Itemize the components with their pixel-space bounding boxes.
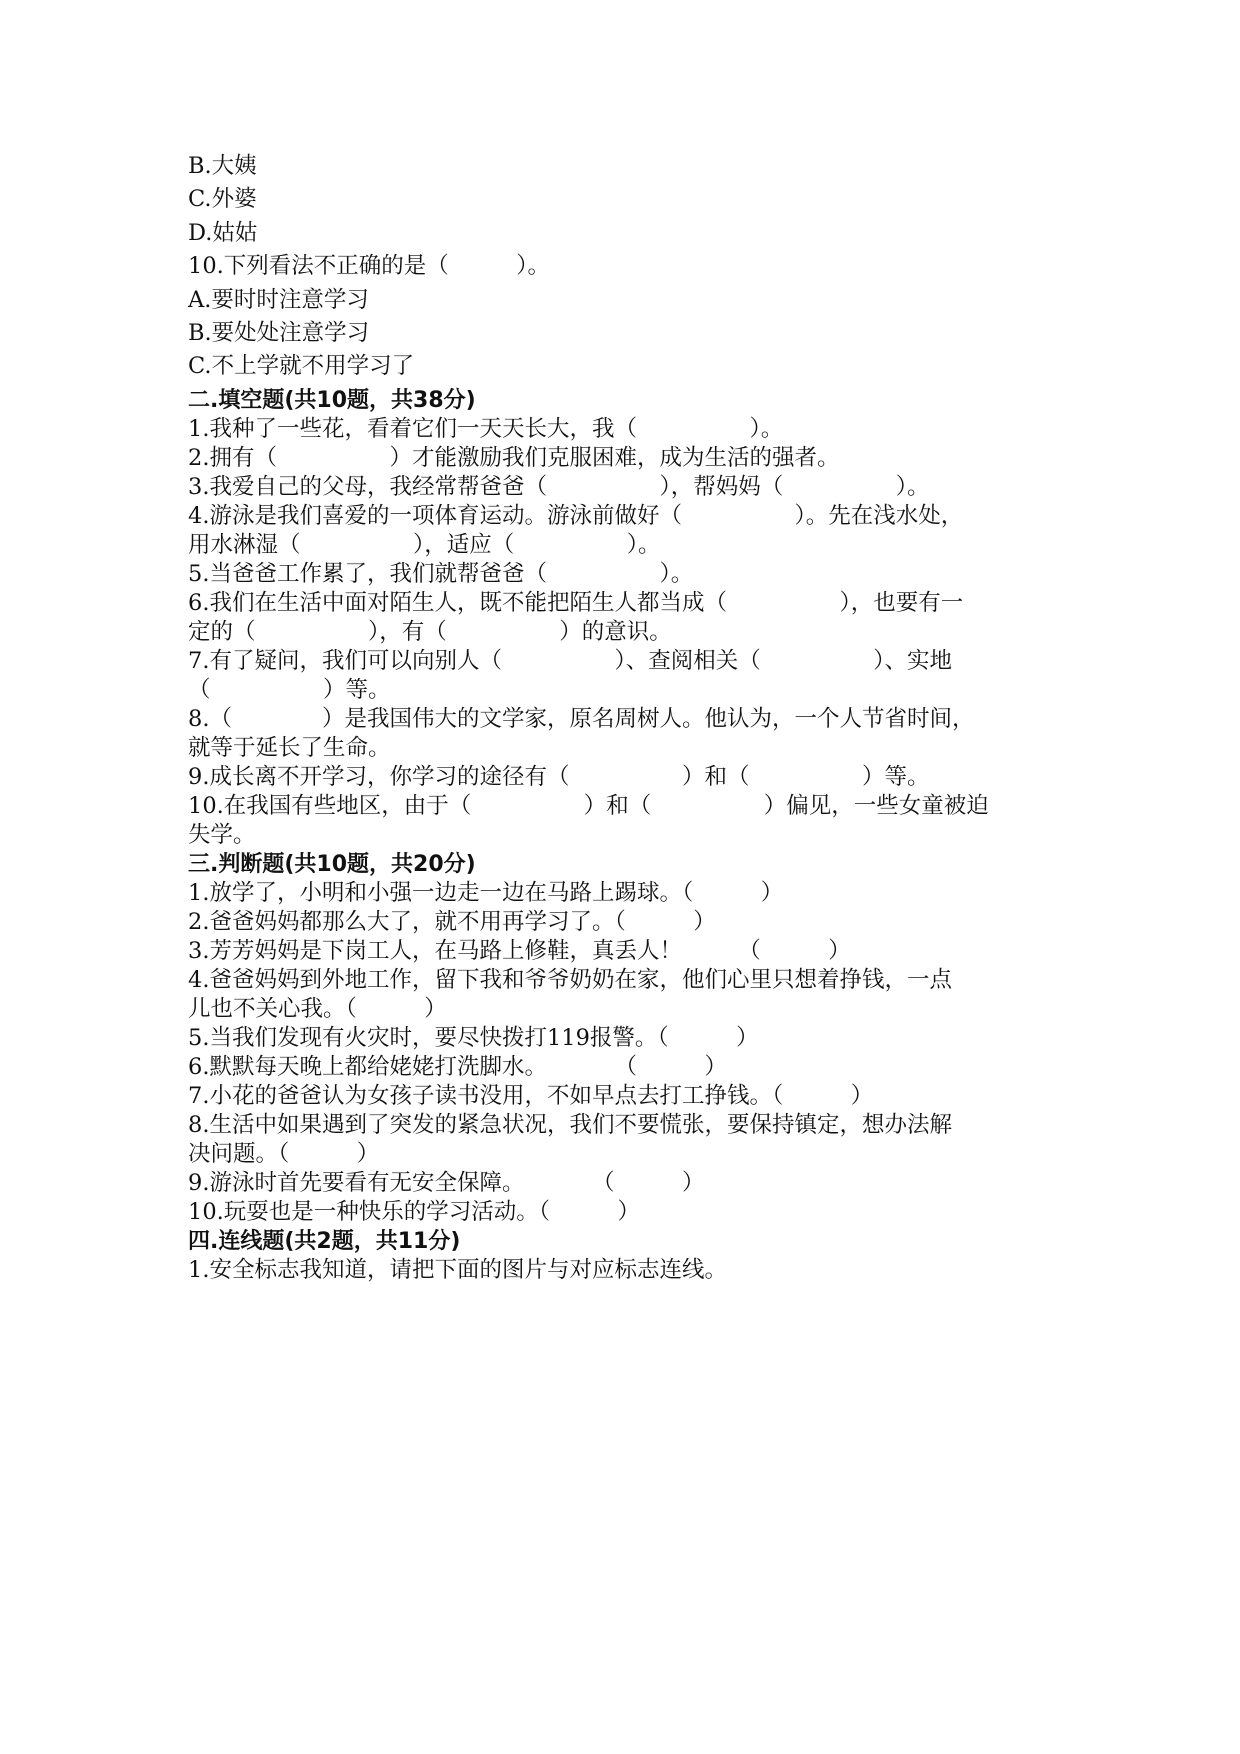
question-text: 4.爸爸妈妈到外地工作，留下我和爷爷奶奶在家，他们心里只想着挣钱，一点: [188, 966, 952, 993]
question-item: [188, 444, 1068, 473]
section-heading: 三.判断题(共10题，共20分): [188, 851, 476, 877]
question-text: 8.生活中如果遇到了突发的紧急状况，我们不要慌张，要保持镇定，想办法解: [188, 1111, 952, 1138]
question-item: [188, 705, 1068, 763]
question-text: 5.当爸爸工作累了，我们就帮爸爸（ ）。: [188, 560, 694, 587]
question-text: 7.有了疑问，我们可以向别人（ ）、查阅相关（ ）、实地: [188, 647, 952, 674]
question-text: 1.我种了一些花，看着它们一天天长大，我（ ）。: [188, 415, 784, 442]
question-item: [188, 937, 1068, 966]
question-item: [188, 1256, 1068, 1285]
question-text-continued: 定的（ ），有（ ）的意识。: [188, 618, 672, 645]
question-item: [188, 1082, 1068, 1111]
section-heading: 四.连线题(共2题，共11分): [188, 1228, 461, 1254]
question-text: 9.游泳时首先要看有无安全保障。 （ ）: [188, 1169, 705, 1196]
question-text-continued: 用水淋湿（ ），适应（ ）。: [188, 531, 661, 558]
question-item: [188, 1053, 1068, 1082]
question-text: 10.在我国有些地区，由于（ ）和（ ）偏见，一些女童被迫: [188, 792, 989, 819]
section-matching: [188, 1227, 1068, 1285]
question-text-continued: 失学。: [188, 821, 256, 848]
question-item: [188, 647, 1068, 705]
question-text: 1.放学了，小明和小强一边走一边在马路上踢球。（ ）: [188, 879, 784, 906]
question-text: 5.当我们发现有火灾时，要尽快拨打119报警。（ ）: [188, 1024, 759, 1051]
question-text: 3.我爱自己的父母，我经常帮爸爸（ ），帮妈妈（ ）。: [188, 473, 930, 500]
question-text: 10.玩耍也是一种快乐的学习活动。（ ）: [188, 1198, 641, 1225]
question-item: [188, 1169, 1068, 1198]
question-item: [188, 763, 1068, 792]
option-d: D.姑姑: [188, 219, 258, 246]
previous-question-options: [188, 152, 1068, 248]
question-text-continued: （ ）等。: [188, 676, 391, 703]
section-true-false: [188, 850, 1068, 1227]
question-text: 2.拥有（ ）才能激励我们克服困难，成为生活的强者。: [188, 444, 840, 471]
option-c: C.外婆: [188, 186, 257, 213]
worksheet-page: [188, 152, 1068, 1285]
section-fill-in-blank: [188, 386, 1068, 850]
question-item: [188, 560, 1068, 589]
question-item: [188, 1024, 1068, 1053]
question-item: [188, 792, 1068, 850]
question-text: 3.芳芳妈妈是下岗工人，在马路上修鞋，真丢人！ （ ）: [188, 937, 851, 964]
question-text: 1.安全标志我知道，请把下面的图片与对应标志连线。: [188, 1256, 727, 1283]
option-b: B.要处处注意学习: [188, 319, 370, 346]
question-10: [188, 252, 1068, 381]
question-list: [188, 415, 1068, 850]
question-item: [188, 1198, 1068, 1227]
question-item: [188, 1111, 1068, 1169]
question-text: 9.成长离不开学习，你学习的途径有（ ）和（ ）等。: [188, 763, 930, 790]
option-a: A.要时时注意学习: [188, 286, 369, 313]
question-list: [188, 879, 1068, 1227]
question-text: 8.（ ）是我国伟大的文学家，原名周树人。他认为，一个人节省时间，: [188, 705, 975, 732]
question-text: 4.游泳是我们喜爱的一项体育运动。游泳前做好（ ）。先在浅水处，: [188, 502, 964, 529]
question-text-continued: 决问题。（ ）: [188, 1140, 380, 1167]
question-text-continued: 儿也不关心我。（ ）: [188, 995, 447, 1022]
question-text: 7.小花的爸爸认为女孩子读书没用，不如早点去打工挣钱。（ ）: [188, 1082, 874, 1109]
question-item: [188, 966, 1068, 1024]
option-c: C.不上学就不用学习了: [188, 353, 415, 380]
question-item: [188, 502, 1068, 560]
question-item: [188, 589, 1068, 647]
option-b: B.大姨: [188, 153, 257, 179]
question-text: 6.默默每天晚上都给姥姥打洗脚水。 （ ）: [188, 1053, 727, 1080]
question-text: 2.爸爸妈妈都那么大了，就不用再学习了。（ ）: [188, 908, 716, 935]
section-heading: 二.填空题(共10题，共38分): [188, 387, 476, 413]
question-item: [188, 473, 1068, 502]
question-item: [188, 908, 1068, 937]
question-item: [188, 879, 1068, 908]
question-item: [188, 415, 1068, 444]
question-stem: 10.下列看法不正确的是（ ）。: [188, 253, 551, 280]
question-text: 6.我们在生活中面对陌生人，既不能把陌生人都当成（ ），也要有一: [188, 589, 964, 616]
question-text-continued: 就等于延长了生命。: [188, 734, 391, 761]
question-list: [188, 1256, 1068, 1285]
